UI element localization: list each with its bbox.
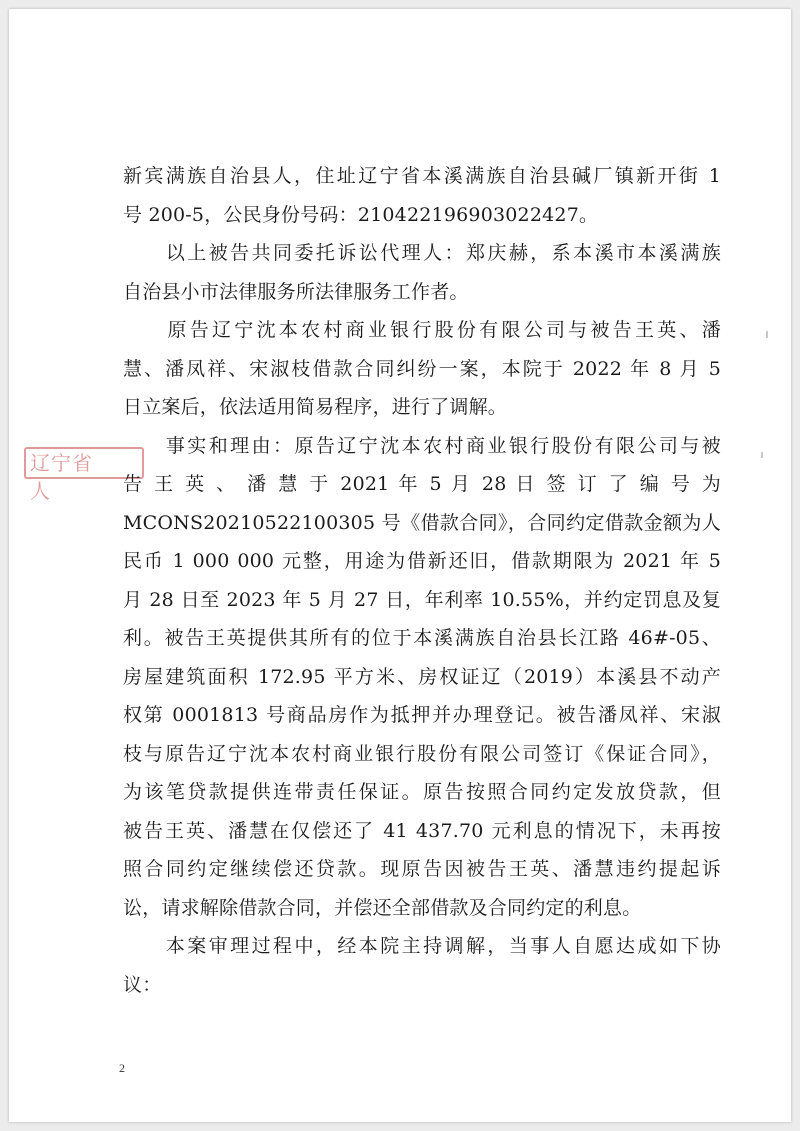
text-line: 本案审理过程中，经本院主持调解，当事人自愿达成如下协 xyxy=(123,935,721,957)
text-line: 月 28 日至 2023 年 5 月 27 日，年利率 10.55%，并约定罚息及复 xyxy=(123,588,721,611)
document-page xyxy=(9,9,791,1122)
text-line: 利。被告王英提供其所有的位于本溪满族自治县长江路 46#-05、 xyxy=(123,627,721,649)
text-line: 自治县小市法律服务所法律服务工作者。 xyxy=(123,280,469,303)
text-line: 新宾满族自治县人，住址辽宁省本溪满族自治县碱厂镇新开街 1 xyxy=(123,165,721,187)
text-line: 以上被告共同委托诉讼代理人：郑庆赫，系本溪市本溪满族 xyxy=(123,242,721,264)
text-line: 事实和理由：原告辽宁沈本农村商业银行股份有限公司与被 xyxy=(123,434,721,457)
text-line: 为该笔贷款提供连带责任保证。原告按照合同约定发放贷款，但 xyxy=(123,781,721,803)
text-line: 被告王英、潘慧在仅偿还了 41 437.70 元利息的情况下，未再按 xyxy=(123,819,722,842)
text-line: 民币 1 000 000 元整，用途为借新还旧，借款期限为 2021 年 5 xyxy=(123,550,721,572)
text-line: 日立案后，依法适用简易程序，进行了调解。 xyxy=(123,396,508,418)
seal-text: 辽宁省人 xyxy=(30,451,93,503)
scan-mark xyxy=(766,331,768,338)
text-line: 告 王 英 、 潘 慧 于 2021 年 5 月 28 日 签 订 了 编 号 为 xyxy=(123,473,721,495)
text-line: 权第 0001813 号商品房作为抵押并办理登记。被告潘凤祥、宋淑 xyxy=(123,704,721,726)
text-line: 房屋建筑面积 172.95 平方米、房权证辽（2019）本溪县不动产 xyxy=(123,665,721,688)
page-number: 2 xyxy=(119,1061,125,1075)
text-line: 议： xyxy=(123,973,162,996)
text-line: 慧、潘凤祥、宋淑枝借款合同纠纷一案，本院于 2022 年 8 月 5 xyxy=(123,357,721,380)
text-line: 讼，请求解除借款合同，并偿还全部借款及合同约定的利息。 xyxy=(123,896,642,919)
text-line: 枝与原告辽宁沈本农村商业银行股份有限公司签订《保证合同》， xyxy=(123,742,721,765)
document-body xyxy=(123,157,721,1004)
court-seal-stamp xyxy=(18,447,106,503)
text-line: 号 200-5，公民身份号码：210422196903022427。 xyxy=(123,203,599,226)
text-line: 原告辽宁沈本农村商业银行股份有限公司与被告王英、潘 xyxy=(123,319,721,341)
text-line: 照合同约定继续偿还贷款。现原告因被告王英、潘慧违约提起诉 xyxy=(123,858,721,880)
scan-mark xyxy=(761,452,763,458)
text-line: MCONS20210522100305 号《借款合同》，合同约定借款金额为人 xyxy=(123,511,721,534)
